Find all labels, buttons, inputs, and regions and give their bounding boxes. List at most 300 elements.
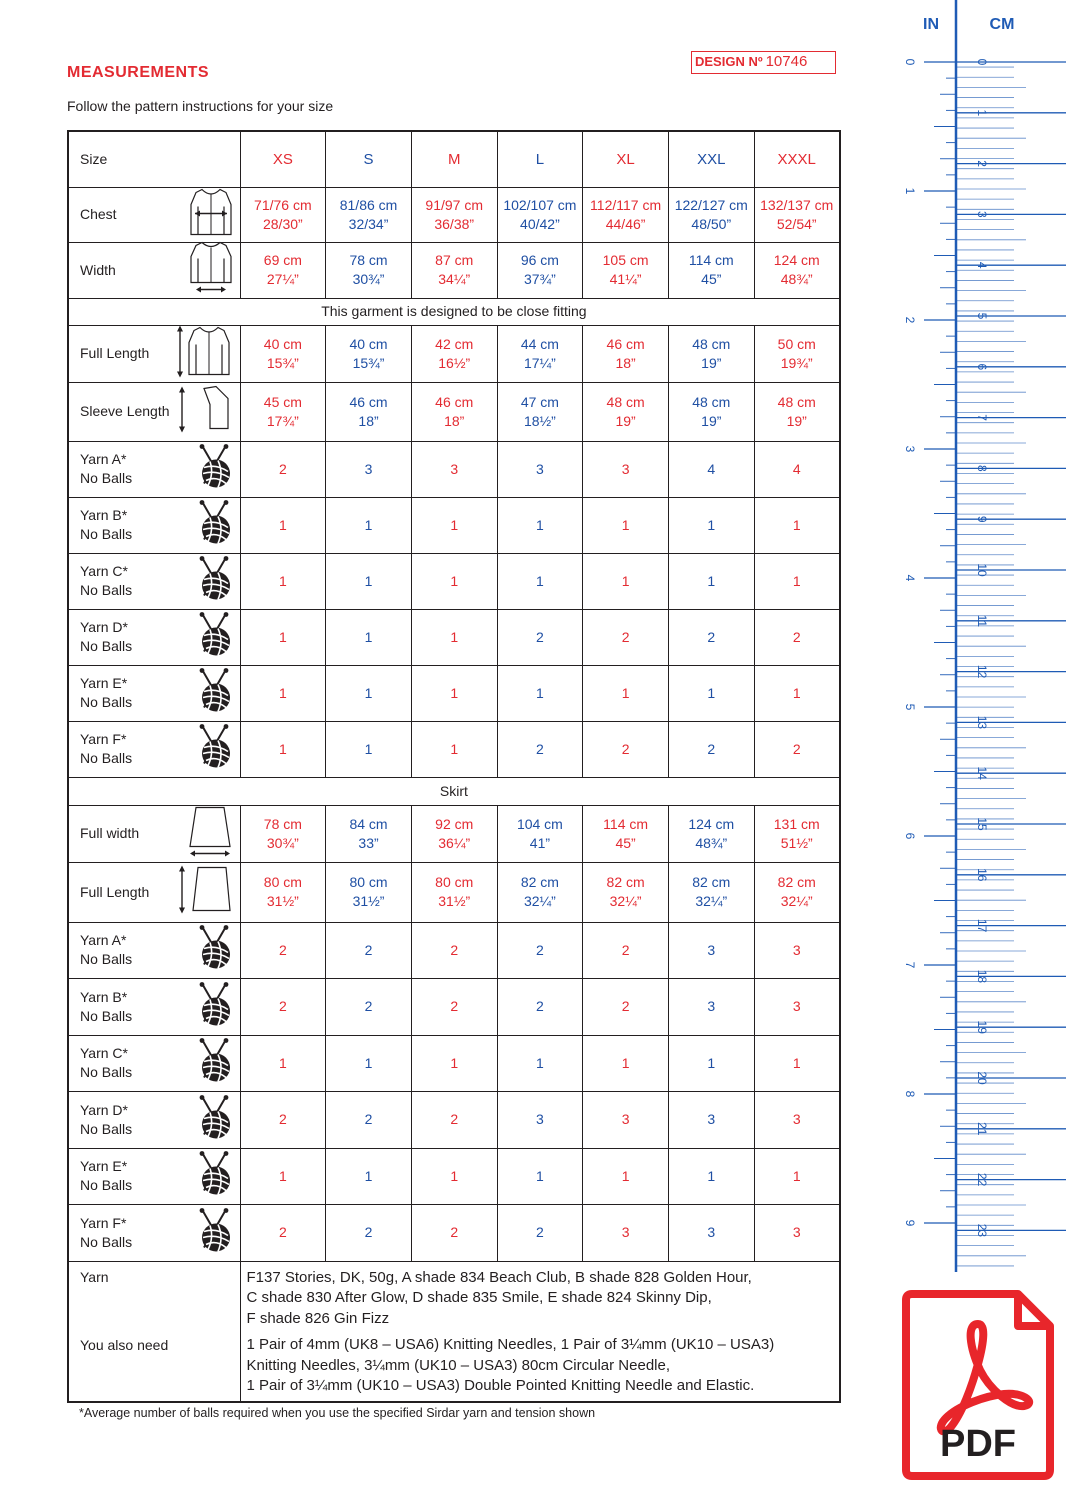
ruler-cm-number: 5 bbox=[975, 312, 989, 320]
yarn-balls-cell: 2 bbox=[497, 922, 583, 979]
yarn-balls-cell: 1 bbox=[754, 665, 840, 721]
yarn-balls-cell: 1 bbox=[754, 553, 840, 609]
yarn-balls-cell: 2 bbox=[497, 979, 583, 1036]
yarn-balls-cell: 2 bbox=[240, 922, 326, 979]
size-header-m: M bbox=[411, 131, 497, 187]
measurement-row bbox=[68, 187, 840, 242]
value-inches: 41¼” bbox=[609, 271, 642, 287]
row-label bbox=[68, 609, 240, 665]
value-cm: 47 cm bbox=[520, 393, 559, 410]
yarn-balls-row bbox=[68, 609, 840, 665]
row-label bbox=[68, 1035, 240, 1092]
row-label bbox=[68, 131, 240, 187]
measurement-cell bbox=[668, 805, 754, 862]
value-cm: 40 cm bbox=[349, 335, 388, 352]
yarn-balls-cell: 2 bbox=[497, 1205, 583, 1262]
yarn-ball-icon bbox=[194, 444, 234, 495]
yarn-balls-cell: 3 bbox=[497, 1092, 583, 1149]
no-balls-label: No Balls bbox=[80, 470, 133, 486]
yarn-balls-cell: 1 bbox=[583, 665, 669, 721]
row-label-text: Width bbox=[80, 261, 116, 278]
yarn-balls-cell: 2 bbox=[240, 979, 326, 1036]
yarn-balls-cell: 1 bbox=[497, 497, 583, 553]
row-label-text: Yarn E* bbox=[80, 1158, 128, 1175]
yarn-balls-cell: 1 bbox=[411, 665, 497, 721]
measurement-cell bbox=[411, 325, 497, 382]
cardigan-chest-icon bbox=[188, 186, 234, 243]
measurement-cell bbox=[497, 862, 583, 922]
measurement-row bbox=[68, 242, 840, 298]
yarn-balls-row bbox=[68, 1035, 840, 1092]
yarn-line: F137 Stories, DK, 50g, A shade 834 Beach Club, B shade 828 Golden Hour, bbox=[246, 1268, 752, 1286]
row-label bbox=[68, 1205, 240, 1262]
row-label-text: Size bbox=[80, 150, 108, 167]
yarn-balls-cell: 1 bbox=[326, 1035, 412, 1092]
measurement-cell bbox=[326, 805, 412, 862]
measurement-cell bbox=[754, 805, 840, 862]
pdf-label: PDF bbox=[940, 1423, 1016, 1465]
yarn-balls-cell: 2 bbox=[583, 979, 669, 1036]
ruler-inch-number: 1 bbox=[903, 187, 917, 195]
ruler-cm-number: 22 bbox=[975, 1172, 989, 1187]
yarn-balls-cell: 1 bbox=[754, 1148, 840, 1205]
no-balls-label: No Balls bbox=[80, 951, 133, 968]
measurement-cell bbox=[497, 242, 583, 298]
row-label-text: Full Length bbox=[80, 883, 150, 900]
value-cm: 40 cm bbox=[263, 335, 302, 352]
ruler-inch-number: 7 bbox=[903, 961, 917, 969]
yarn-balls-cell: 1 bbox=[668, 665, 754, 721]
row-label-text: Yarn A* bbox=[80, 932, 127, 949]
fit-note: This garment is designed to be close fitting bbox=[68, 298, 840, 325]
no-balls-label: No Balls bbox=[80, 1120, 133, 1137]
ruler-inch-number: 2 bbox=[903, 316, 917, 324]
ruler-cm-number: 12 bbox=[975, 664, 989, 679]
value-inches: 17¾” bbox=[266, 412, 299, 429]
yarn-balls-row bbox=[68, 1148, 840, 1205]
ruler-cm-number: 7 bbox=[975, 414, 989, 421]
size-header-l: L bbox=[497, 131, 583, 187]
yarn-balls-cell: 1 bbox=[583, 1035, 669, 1092]
measurement-row bbox=[68, 325, 840, 382]
yarn-balls-cell: 1 bbox=[326, 609, 412, 665]
value-inches: 48/50” bbox=[691, 215, 732, 232]
measurement-cell bbox=[668, 187, 754, 242]
size-header-xxxl: XXXL bbox=[754, 131, 840, 187]
measurement-cell bbox=[583, 862, 669, 922]
row-label-text: Yarn F* bbox=[80, 731, 127, 747]
ruler-cm-number: 3 bbox=[975, 211, 989, 218]
yarn-balls-cell: 3 bbox=[668, 922, 754, 979]
value-inches: 30¾” bbox=[266, 834, 299, 851]
value-inches: 15¾” bbox=[266, 354, 299, 371]
measurement-cell bbox=[754, 325, 840, 382]
value-cm: 82 cm bbox=[692, 874, 731, 890]
yarn-balls-cell: 2 bbox=[497, 721, 583, 777]
design-number: 10746 bbox=[765, 53, 808, 70]
yarn-ball-icon bbox=[194, 981, 234, 1032]
row-label bbox=[68, 922, 240, 979]
design-label: DESIGN Nº bbox=[695, 54, 763, 69]
no-balls-label: No Balls bbox=[80, 638, 133, 654]
row-label-text: Full Length bbox=[80, 345, 150, 361]
yarn-balls-cell: 2 bbox=[240, 441, 326, 497]
no-balls-label: No Balls bbox=[80, 582, 133, 598]
value-inches: 32¼” bbox=[609, 893, 642, 909]
value-cm: 91/97 cm bbox=[425, 196, 484, 213]
page-title: MEASUREMENTS bbox=[67, 64, 210, 81]
value-cm: 42 cm bbox=[435, 335, 474, 352]
yarn-balls-cell: 3 bbox=[754, 922, 840, 979]
yarn-balls-cell: 1 bbox=[583, 497, 669, 553]
yarn-balls-cell: 2 bbox=[240, 1092, 326, 1149]
measurement-cell bbox=[497, 382, 583, 441]
yarn-balls-cell: 1 bbox=[411, 1035, 497, 1092]
yarn-balls-cell: 3 bbox=[497, 441, 583, 497]
also-need-line: 1 Pair of 3¼mm (UK10 – USA3) Double Pointed Knitting Needle and Elastic. bbox=[246, 1377, 755, 1394]
yarn-balls-cell: 4 bbox=[754, 441, 840, 497]
measurement-cell bbox=[411, 242, 497, 298]
yarn-balls-cell: 1 bbox=[411, 721, 497, 777]
value-inches: 51½” bbox=[780, 834, 813, 851]
yarn-ball-icon bbox=[194, 724, 234, 775]
value-inches: 18” bbox=[444, 412, 465, 429]
row-label bbox=[68, 242, 240, 298]
yarn-balls-cell: 2 bbox=[326, 1205, 412, 1262]
measurement-cell bbox=[583, 242, 669, 298]
value-inches: 19” bbox=[615, 412, 636, 429]
ruler-inch-number: 5 bbox=[903, 703, 917, 711]
row-label bbox=[68, 805, 240, 862]
yarn-balls-cell: 3 bbox=[754, 1205, 840, 1262]
measurement-cell bbox=[240, 382, 326, 441]
ruler-cm-number: 18 bbox=[975, 969, 989, 984]
yarn-balls-cell: 1 bbox=[240, 553, 326, 609]
value-inches: 36¼” bbox=[438, 834, 471, 851]
row-label bbox=[68, 979, 240, 1036]
size-header-xl: XL bbox=[583, 131, 669, 187]
yarn-balls-cell: 1 bbox=[326, 665, 412, 721]
value-cm: 46 cm bbox=[349, 393, 388, 410]
yarn-ball-icon bbox=[194, 668, 234, 719]
ruler-inch-number: 3 bbox=[903, 445, 917, 453]
value-cm: 96 cm bbox=[520, 252, 559, 268]
yarn-balls-cell: 3 bbox=[583, 1092, 669, 1149]
yarn-balls-cell: 2 bbox=[754, 721, 840, 777]
value-cm: 92 cm bbox=[435, 815, 474, 832]
yarn-balls-cell: 3 bbox=[583, 1205, 669, 1262]
value-inches: 48¾” bbox=[780, 271, 813, 287]
value-inches: 27¼” bbox=[266, 271, 299, 287]
yarn-balls-cell: 3 bbox=[583, 441, 669, 497]
value-inches: 31½” bbox=[352, 893, 385, 909]
value-inches: 31½” bbox=[438, 893, 471, 909]
yarn-balls-cell: 1 bbox=[326, 553, 412, 609]
yarn-balls-cell: 1 bbox=[497, 1035, 583, 1092]
yarn-balls-cell: 1 bbox=[668, 1035, 754, 1092]
yarn-balls-cell: 2 bbox=[668, 721, 754, 777]
measurement-cell bbox=[668, 242, 754, 298]
measurement-cell bbox=[754, 382, 840, 441]
row-label-text: Yarn F* bbox=[80, 1214, 127, 1231]
ruler-cm-number: 6 bbox=[975, 363, 989, 371]
yarn-balls-cell: 1 bbox=[754, 1035, 840, 1092]
row-label bbox=[68, 553, 240, 609]
also-need-label: You also need bbox=[80, 1336, 169, 1353]
value-cm: 71/76 cm bbox=[254, 196, 312, 213]
yarn-balls-cell: 1 bbox=[240, 1148, 326, 1205]
measurement-cell bbox=[497, 187, 583, 242]
yarn-balls-cell: 3 bbox=[411, 441, 497, 497]
measuring-ruler bbox=[880, 0, 1066, 1280]
ruler-cm-number: 10 bbox=[975, 563, 989, 577]
value-cm: 112/117 cm bbox=[590, 196, 662, 213]
yarn-balls-cell: 2 bbox=[326, 979, 412, 1036]
measurement-cell bbox=[411, 805, 497, 862]
value-cm: 87 cm bbox=[435, 252, 474, 268]
measurement-cell bbox=[326, 862, 412, 922]
measurement-cell bbox=[668, 862, 754, 922]
value-inches: 15¾” bbox=[352, 354, 385, 371]
footnote: *Average number of balls required when you use the specified Sirdar yarn and tension shown bbox=[79, 1406, 596, 1420]
ruler-cm-number: 19 bbox=[975, 1020, 989, 1034]
value-cm: 80 cm bbox=[349, 874, 388, 890]
measurement-cell bbox=[240, 805, 326, 862]
yarn-balls-row bbox=[68, 553, 840, 609]
yarn-ball-icon bbox=[194, 500, 234, 551]
value-inches: 19” bbox=[701, 354, 722, 371]
yarn-balls-cell: 1 bbox=[411, 609, 497, 665]
value-inches: 19” bbox=[786, 412, 807, 429]
ruler-inch-number: 8 bbox=[903, 1090, 917, 1098]
value-cm: 80 cm bbox=[435, 874, 474, 890]
yarn-balls-cell: 2 bbox=[326, 1092, 412, 1149]
measurement-cell bbox=[240, 242, 326, 298]
row-label-text: Yarn C* bbox=[80, 1045, 128, 1062]
row-label-text: Yarn C* bbox=[80, 563, 128, 579]
value-cm: 81/86 cm bbox=[339, 196, 398, 213]
value-inches: 16½” bbox=[438, 354, 471, 371]
also-need-line: Knitting Needles, 3¼mm (UK10 – USA3) 80cm Circular Needle, bbox=[246, 1356, 671, 1374]
measurement-row bbox=[68, 805, 840, 862]
measurement-cell bbox=[326, 242, 412, 298]
measurements-table bbox=[67, 130, 841, 1403]
measurement-cell bbox=[326, 382, 412, 441]
row-label-text: Chest bbox=[80, 206, 117, 222]
measurement-cell bbox=[411, 382, 497, 441]
value-cm: 46 cm bbox=[435, 393, 474, 410]
yarn-balls-cell: 1 bbox=[583, 553, 669, 609]
ruler-cm-number: 8 bbox=[975, 465, 989, 472]
measurement-cell bbox=[240, 325, 326, 382]
value-cm: 45 cm bbox=[263, 393, 302, 410]
yarn-balls-cell: 2 bbox=[240, 1205, 326, 1262]
yarn-balls-cell: 3 bbox=[668, 1092, 754, 1149]
value-inches: 34¼” bbox=[438, 271, 471, 287]
value-inches: 44/46” bbox=[605, 215, 646, 232]
ruler-cm-label: CM bbox=[989, 16, 1015, 33]
value-inches: 36/38” bbox=[434, 215, 475, 232]
ruler-cm-number: 15 bbox=[975, 817, 989, 831]
yarn-balls-cell: 1 bbox=[497, 1148, 583, 1205]
design-number-box bbox=[691, 51, 836, 74]
ruler-cm-number: 4 bbox=[975, 261, 989, 269]
ruler-cm-number: 23 bbox=[975, 1223, 989, 1238]
materials-labels bbox=[68, 1261, 240, 1402]
skirt-section-header-row bbox=[68, 777, 840, 805]
value-cm: 48 cm bbox=[692, 335, 731, 352]
value-inches: 28/30” bbox=[262, 215, 303, 232]
measurement-cell bbox=[668, 325, 754, 382]
measurement-cell bbox=[754, 187, 840, 242]
yarn-balls-cell: 2 bbox=[583, 609, 669, 665]
yarn-balls-cell: 1 bbox=[497, 665, 583, 721]
row-label bbox=[68, 1092, 240, 1149]
yarn-balls-cell: 1 bbox=[668, 497, 754, 553]
ruler-cm-number: 11 bbox=[975, 614, 989, 628]
sleeve-length-icon bbox=[176, 382, 234, 441]
measurement-row bbox=[68, 862, 840, 922]
yarn-balls-row bbox=[68, 922, 840, 979]
ruler-inch-number: 9 bbox=[903, 1219, 917, 1227]
no-balls-label: No Balls bbox=[80, 694, 133, 710]
value-cm: 82 cm bbox=[777, 874, 816, 890]
yarn-balls-cell: 1 bbox=[240, 665, 326, 721]
skirt-width-icon bbox=[186, 804, 234, 863]
yarn-balls-cell: 1 bbox=[326, 1148, 412, 1205]
ruler-cm-number: 21 bbox=[975, 1122, 989, 1136]
yarn-balls-cell: 2 bbox=[583, 721, 669, 777]
yarn-balls-row bbox=[68, 1205, 840, 1262]
ruler-inch-number: 6 bbox=[903, 832, 917, 840]
yarn-balls-row bbox=[68, 665, 840, 721]
value-inches: 41” bbox=[529, 834, 551, 851]
measurement-cell bbox=[240, 187, 326, 242]
yarn-balls-cell: 1 bbox=[240, 497, 326, 553]
yarn-balls-cell: 2 bbox=[411, 922, 497, 979]
no-balls-label: No Balls bbox=[80, 1064, 133, 1081]
ruler-cm-number: 13 bbox=[975, 715, 989, 730]
yarn-balls-row bbox=[68, 721, 840, 777]
value-inches: 37¾” bbox=[523, 271, 556, 287]
value-inches: 32¼” bbox=[780, 893, 813, 909]
value-cm: 69 cm bbox=[263, 252, 302, 268]
yarn-ball-icon bbox=[194, 925, 234, 976]
value-cm: 44 cm bbox=[520, 335, 559, 352]
ruler-cm-number: 14 bbox=[975, 766, 989, 780]
ruler-inch-number: 4 bbox=[903, 574, 917, 582]
value-cm: 48 cm bbox=[777, 393, 816, 410]
measurement-cell bbox=[411, 187, 497, 242]
value-inches: 18” bbox=[358, 412, 379, 429]
value-cm: 78 cm bbox=[263, 815, 302, 832]
yarn-balls-cell: 3 bbox=[668, 979, 754, 1036]
measurement-cell bbox=[497, 805, 583, 862]
measurement-cell bbox=[326, 187, 412, 242]
yarn-balls-cell: 2 bbox=[326, 922, 412, 979]
yarn-balls-cell: 2 bbox=[411, 1205, 497, 1262]
value-cm: 82 cm bbox=[606, 874, 645, 890]
value-cm: 122/127 cm bbox=[674, 196, 748, 213]
yarn-balls-cell: 1 bbox=[411, 497, 497, 553]
no-balls-label: No Balls bbox=[80, 526, 133, 542]
yarn-ball-icon bbox=[194, 1038, 234, 1089]
row-label-text: Yarn B* bbox=[80, 988, 128, 1005]
yarn-balls-cell: 2 bbox=[583, 922, 669, 979]
value-inches: 17¼” bbox=[523, 354, 556, 371]
row-label bbox=[68, 325, 240, 382]
yarn-balls-cell: 1 bbox=[240, 1035, 326, 1092]
ruler-cm-number: 1 bbox=[975, 109, 989, 117]
row-label-text: Yarn B* bbox=[80, 507, 128, 523]
pdf-download-icon[interactable] bbox=[900, 1290, 1058, 1482]
yarn-balls-row bbox=[68, 1092, 840, 1149]
yarn-balls-cell: 2 bbox=[497, 609, 583, 665]
measurement-cell bbox=[240, 862, 326, 922]
value-cm: 48 cm bbox=[692, 393, 731, 410]
value-inches: 32/34” bbox=[348, 215, 389, 232]
ruler-cm-number: 2 bbox=[975, 160, 989, 167]
ruler-cm-number: 9 bbox=[975, 515, 989, 523]
value-inches: 33” bbox=[358, 834, 379, 851]
ruler-cm-number: 20 bbox=[975, 1071, 989, 1085]
materials-row bbox=[68, 1261, 840, 1402]
yarn-ball-icon bbox=[194, 1207, 234, 1258]
yarn-ball-icon bbox=[194, 1094, 234, 1145]
value-inches: 18½” bbox=[523, 412, 556, 429]
yarn-balls-cell: 1 bbox=[497, 553, 583, 609]
yarn-line: C shade 830 After Glow, D shade 835 Smile, E shade 824 Skinny Dip, bbox=[246, 1289, 712, 1306]
fit-note-row bbox=[68, 298, 840, 325]
row-label bbox=[68, 441, 240, 497]
row-label-text: Yarn E* bbox=[80, 675, 128, 691]
size-header-row bbox=[68, 131, 840, 187]
row-label-text: Yarn D* bbox=[80, 1101, 128, 1118]
yarn-label: Yarn bbox=[80, 1268, 109, 1285]
yarn-ball-icon bbox=[194, 556, 234, 607]
measurement-cell bbox=[411, 862, 497, 922]
measurement-cell bbox=[754, 862, 840, 922]
value-cm: 132/137 cm bbox=[760, 196, 834, 213]
yarn-balls-cell: 3 bbox=[754, 979, 840, 1036]
row-label bbox=[68, 497, 240, 553]
measurement-cell bbox=[583, 805, 669, 862]
row-label bbox=[68, 187, 240, 242]
measurement-cell bbox=[583, 325, 669, 382]
yarn-balls-cell: 2 bbox=[411, 979, 497, 1036]
yarn-balls-cell: 1 bbox=[583, 1148, 669, 1205]
value-inches: 30¾” bbox=[352, 271, 385, 287]
value-inches: 18” bbox=[615, 354, 636, 371]
yarn-balls-cell: 1 bbox=[240, 721, 326, 777]
yarn-line: F shade 826 Gin Fizz bbox=[246, 1309, 390, 1327]
measurement-cell bbox=[326, 325, 412, 382]
measurement-cell bbox=[583, 382, 669, 441]
materials-details bbox=[240, 1261, 840, 1402]
row-label bbox=[68, 1148, 240, 1205]
measurement-cell bbox=[497, 325, 583, 382]
value-cm: 104 cm bbox=[516, 815, 563, 832]
yarn-balls-cell: 4 bbox=[668, 441, 754, 497]
yarn-balls-cell: 1 bbox=[326, 497, 412, 553]
yarn-balls-cell: 2 bbox=[411, 1092, 497, 1149]
cardigan-width-icon bbox=[188, 241, 234, 300]
yarn-balls-cell: 3 bbox=[326, 441, 412, 497]
yarn-ball-icon bbox=[194, 612, 234, 663]
yarn-balls-cell: 2 bbox=[668, 609, 754, 665]
value-inches: 31½” bbox=[266, 893, 299, 909]
row-label-text: Sleeve Length bbox=[80, 403, 170, 419]
